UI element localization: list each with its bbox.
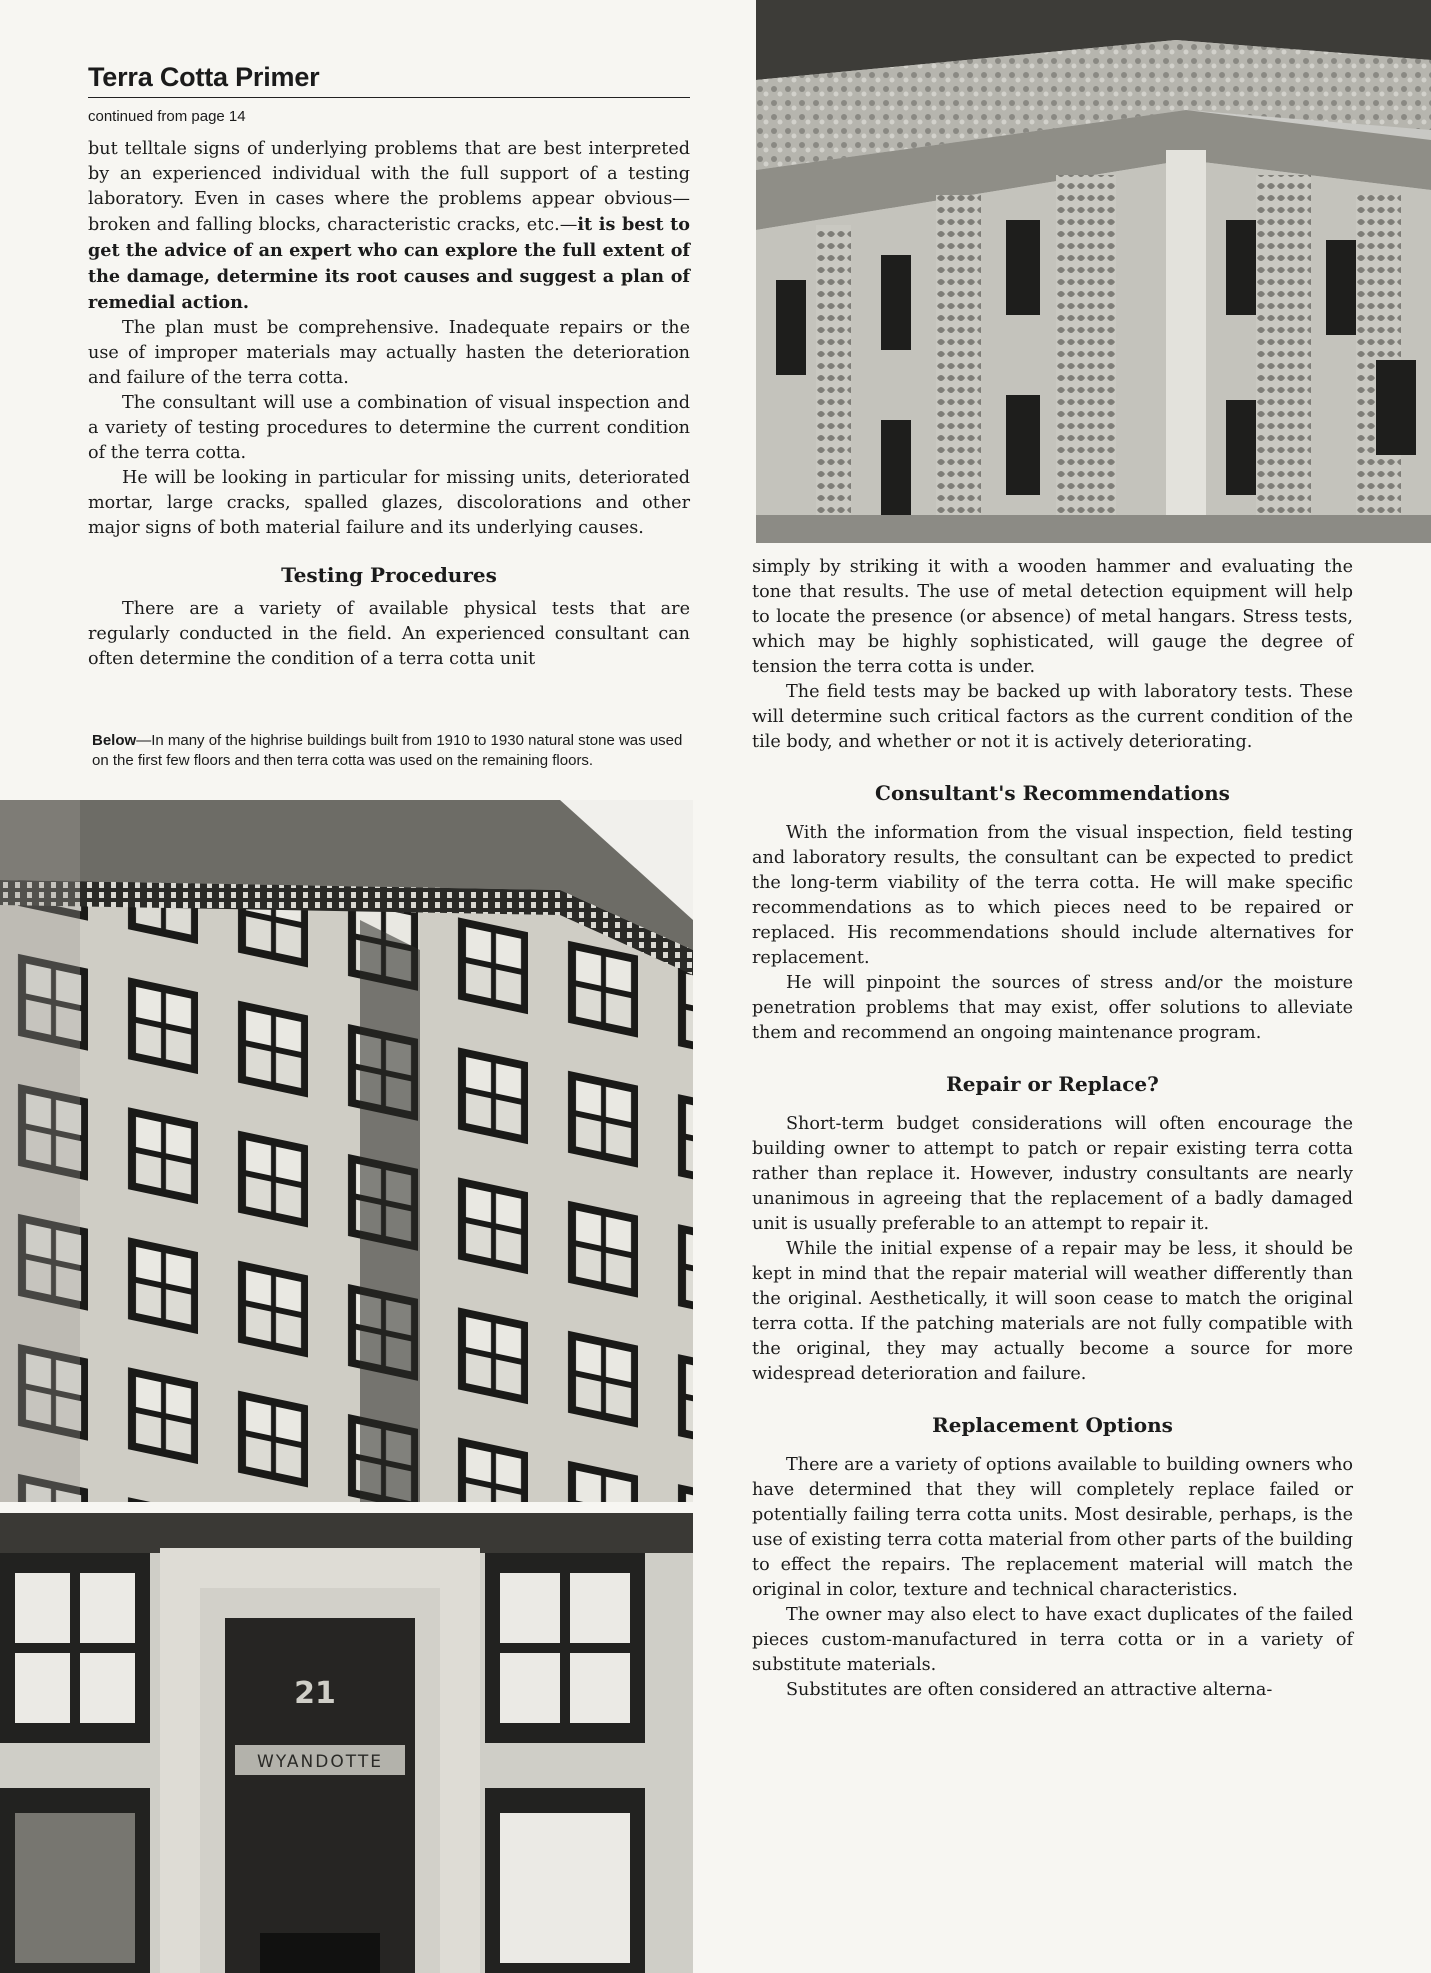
recommendations-heading: Consultant's Recommendations — [875, 781, 1230, 805]
replacement-heading: Replacement Options — [932, 1413, 1173, 1437]
caption-text: —In many of the highrise buildings built from 1910 to 1930 natural stone was used on the first few floors and then terra cotta was used on the remaining floors. — [92, 732, 683, 769]
replacement-paragraph-1: There are a variety of options available to building owners who have determined that they will completely replace failed or potentially failing terra cotta units. Most desirable, perhaps, is the use of existing terra cotta material from other parts of the building to effect the repairs. The replacement material will match the original in color, texture and technical characteristics. — [752, 1455, 1353, 1600]
looking-paragraph: He will be looking in particular for missing units, deteriorated mortar, large cracks, spalled glazes, discolorations and other major signs of both material failure and its underlying causes. — [88, 468, 690, 538]
repair-paragraph-2: While the initial expense of a repair may be less, it should be kept in mind that the repair material will weather differently than the original. Aesthetically, it will soon cease to match the original terra cotta. If the patching materials are not fully compatible with the original, they may actually become a source for more widespread deterioration and failure. — [752, 1239, 1353, 1384]
intro-paragraph — [88, 137, 690, 316]
testing-paragraph-1: There are a variety of available physical tests that are regularly conducted in the field. An experienced consultant can often determine the condition of a terra cotta unit — [88, 599, 690, 669]
continued-note: continued from page 14 — [88, 108, 246, 125]
wyandotte-entrance-photo — [0, 1513, 693, 1973]
article-title: Terra Cotta Primer — [88, 62, 690, 98]
intro-plain-text: but telltale signs of underlying problems that are best interpreted by an experienced individual with the full support of a testing laboratory. Even in cases where the problems appear obvious—broken and falling blocks, characteristic cracks, etc.— — [88, 139, 690, 235]
caption-lead: Below — [92, 732, 137, 749]
recommendations-paragraph-1: With the information from the visual inspection, field testing and laboratory results, the consultant can be expected to predict the long-term viability of the terra cotta. He will make specific recommendations as to which pieces need to be repaired or replaced. His recommendations should include alternatives for replacement. — [752, 823, 1353, 968]
testing-heading: Testing Procedures — [281, 563, 497, 587]
testing-paragraph-3: The field tests may be backed up with laboratory tests. These will determine such critical factors as the current condition of the tile body, and whether or not it is actively deteriorating. — [752, 682, 1353, 752]
repair-paragraph-1: Short-term budget considerations will often encourage the building owner to attempt to patch or repair existing terra cotta rather than replace it. However, industry consultants are nearly unanimous in agreeing that the replacement of a badly damaged unit is usually preferable to an attempt to repair it. — [752, 1114, 1353, 1234]
replacement-paragraph-2: The owner may also elect to have exact duplicates of the failed pieces custom-manufactured in terra cotta or in a variety of substitute materials. — [752, 1605, 1353, 1675]
intro-bold-text: it is best to get the advice of an expert who can explore the full extent of the damage, determine its root causes and suggest a plan of remedial action. — [88, 214, 690, 313]
building-number: 21 — [294, 1676, 336, 1711]
testing-paragraph-2: simply by striking it with a wooden hammer and evaluating the tone that results. The use of metal detection equipment will help to locate the presence (or absence) of metal hangars. Stress tests, which may be highly sophisticated, will gauge the degree of tension the terra cotta is under. — [752, 557, 1353, 677]
plan-paragraph: The plan must be comprehensive. Inadequate repairs or the use of improper materials may actually hasten the deterioration and failure of the terra cotta. — [88, 318, 690, 388]
photo-caption — [92, 731, 692, 771]
building-sign: WYANDOTTE — [257, 1752, 383, 1772]
right-column — [752, 555, 1353, 1703]
consultant-paragraph: The consultant will use a combination of visual inspection and a variety of testing procedures to determine the current condition of the terra cotta. — [88, 393, 690, 463]
replacement-paragraph-3: Substitutes are often considered an attractive alterna- — [786, 1680, 1273, 1700]
left-column — [88, 62, 690, 672]
terra-cotta-corner-photo — [756, 0, 1431, 543]
recommendations-paragraph-2: He will pinpoint the sources of stress and/or the moisture penetration problems that may exist, offer solutions to alleviate them and recommend an ongoing maintenance program. — [752, 973, 1353, 1043]
highrise-facade-photo — [0, 800, 693, 1502]
repair-heading: Repair or Replace? — [946, 1072, 1159, 1096]
